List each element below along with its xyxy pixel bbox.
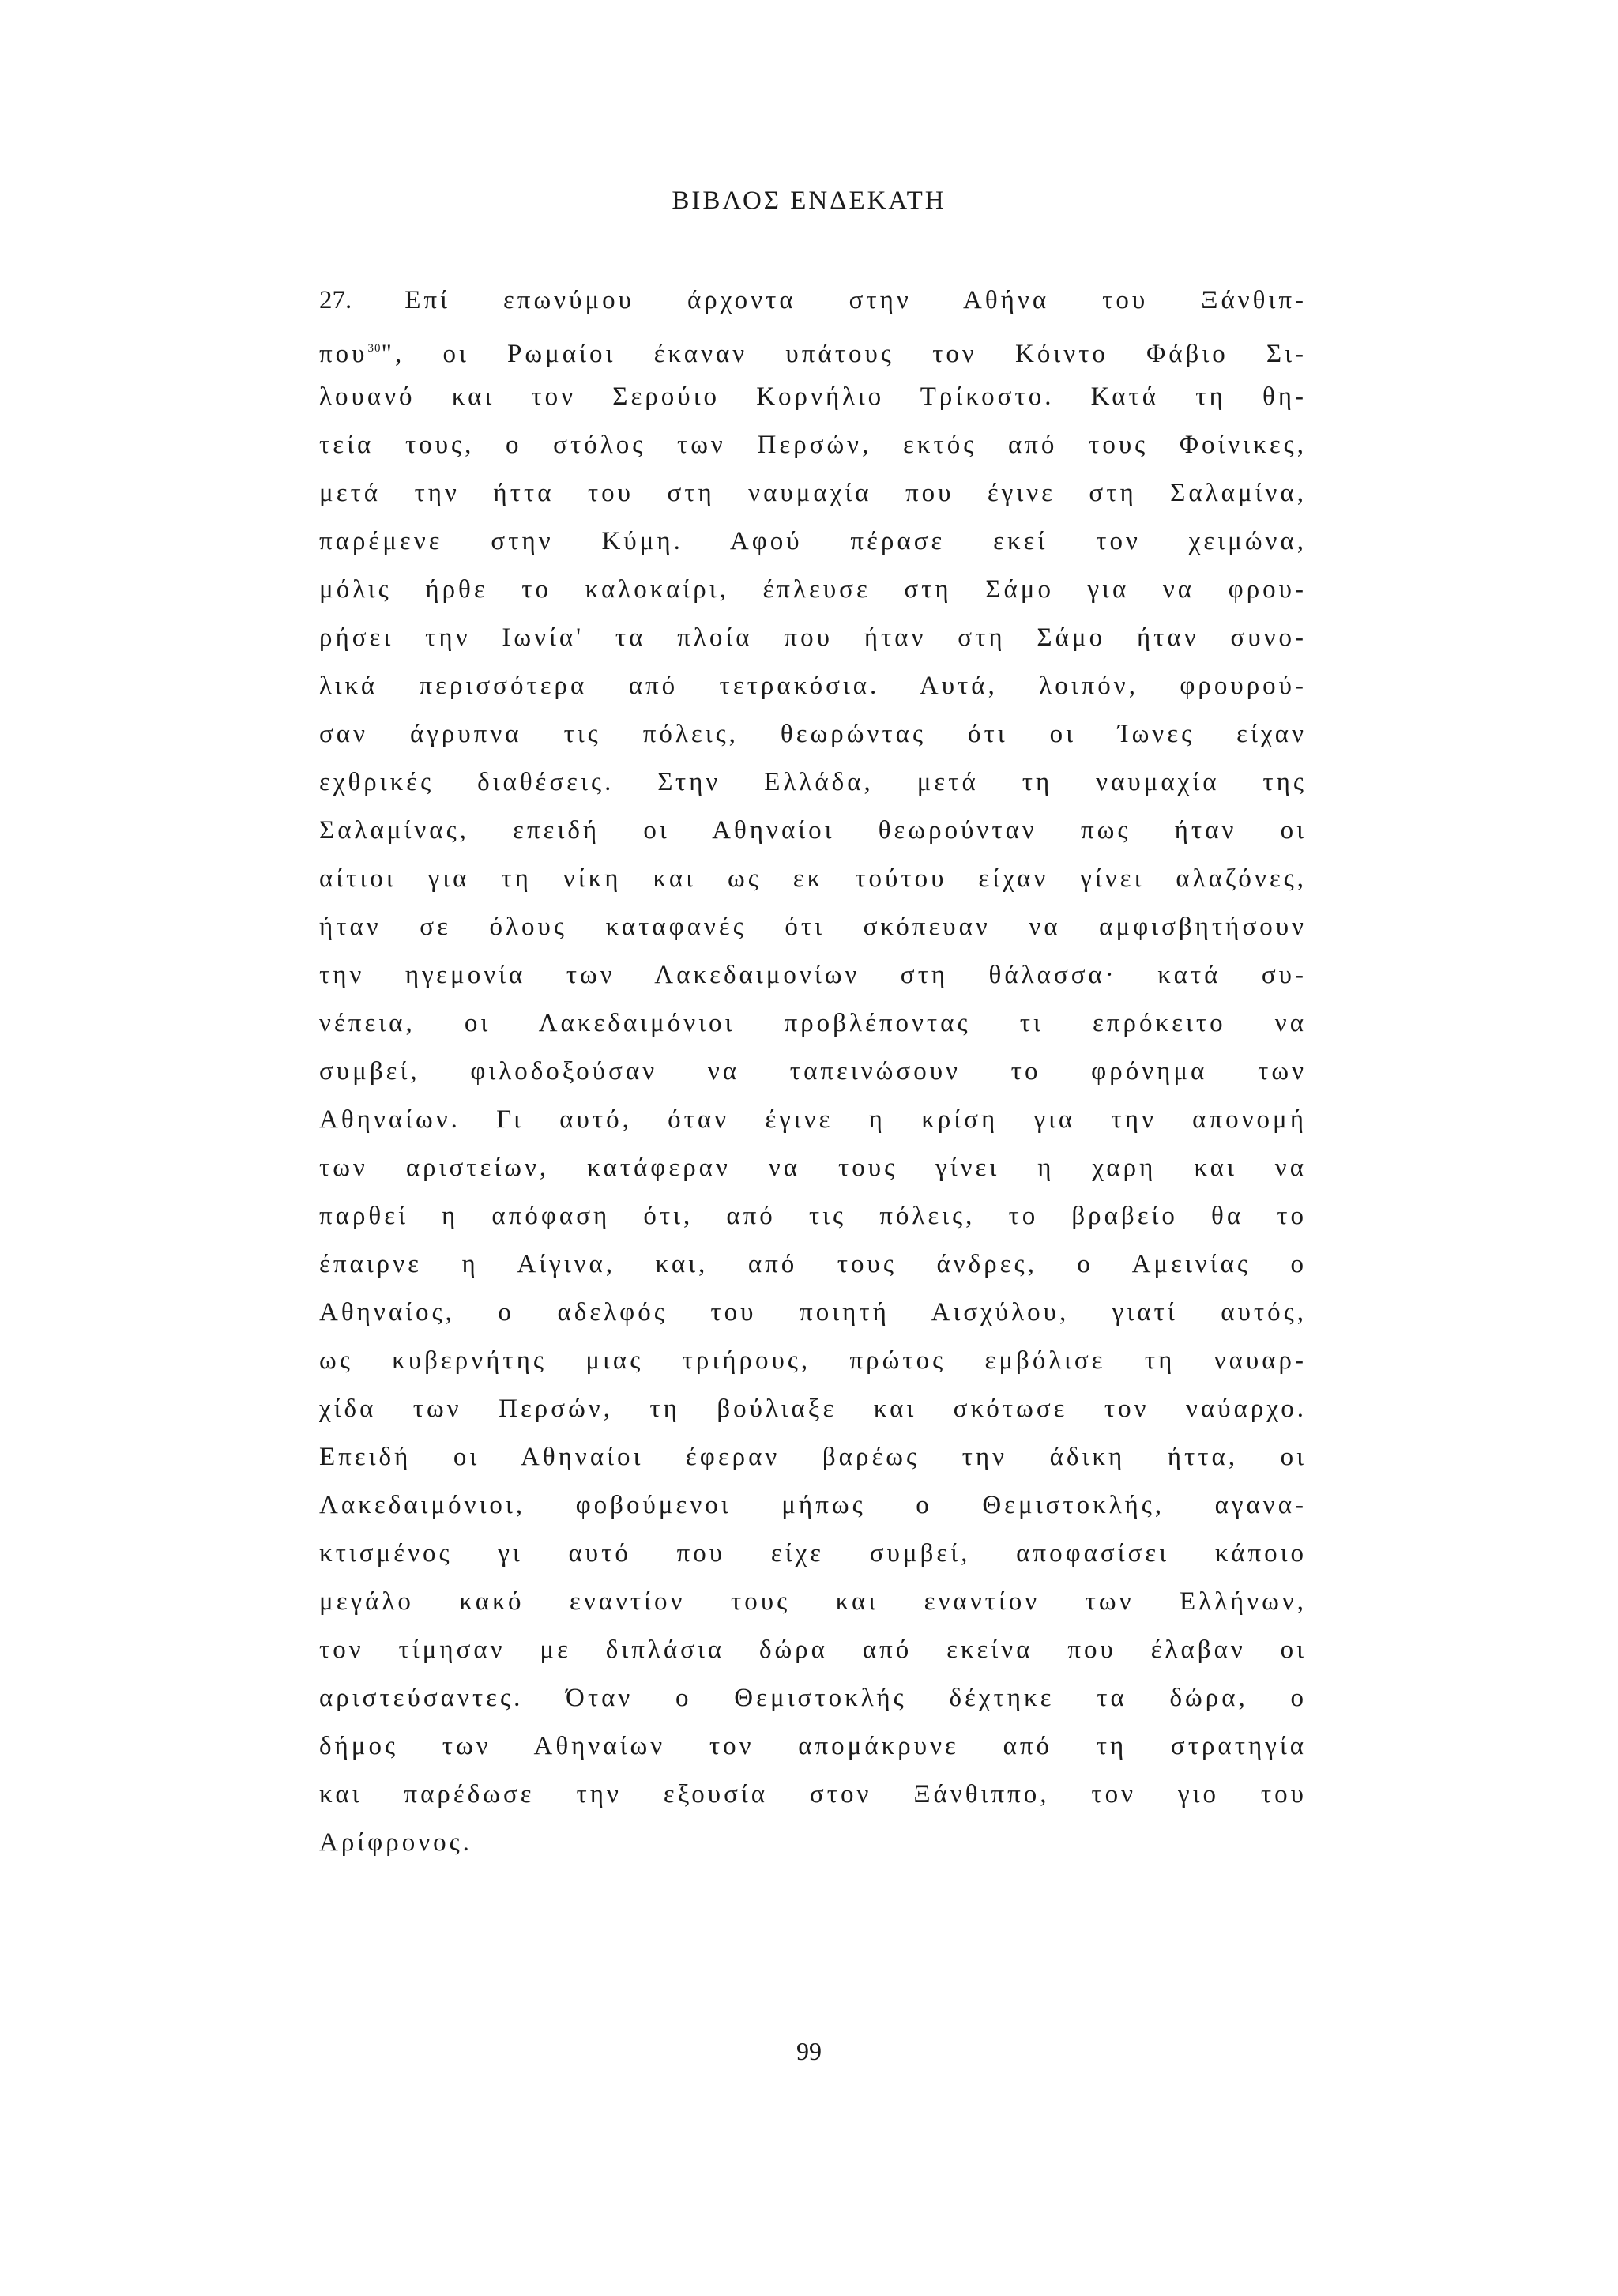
text-line: παρθεί η απόφαση ότι, από τις πόλεις, το βραβείο θα το (319, 1202, 1307, 1230)
text-line: μετά την ήττα του στη ναυμαχία που έγινε στη Σαλαμίνα, (319, 479, 1307, 507)
text-line: αριστεύσαντες. Όταν ο Θεμιστοκλής δέχτηκε τα δώρα, ο (319, 1684, 1307, 1712)
text-line: λικά περισσότερα από τετρακόσια. Αυτά, λοιπόν, φρουρού- (319, 672, 1307, 700)
text-line: κτισμένος γι αυτό που είχε συμβεί, αποφασίσει κάποιο (319, 1539, 1307, 1568)
text-line: μόλις ήρθε το καλοκαίρι, έπλευσε στη Σάμο για να φρου- (319, 575, 1307, 604)
text-line: Σαλαμίνας, επειδή οι Αθηναίοι θεωρούνταν πως ήταν οι (319, 816, 1307, 845)
text-line: ρήσει την Ιωνία' τα πλοία που ήταν στη Σάμο ήταν συνο- (319, 623, 1307, 652)
text-line: παρέμενε στην Κύμη. Αφού πέρασε εκεί τον χειμώνα, (319, 527, 1307, 555)
text-line: μεγάλο κακό εναντίον τους και εναντίον των Ελλήνων, (319, 1587, 1307, 1616)
text-line: των αριστείων, κατάφεραν να τους γίνει η χαρη και να (319, 1154, 1307, 1182)
text-line: Αθηναίων. Γι αυτό, όταν έγινε η κρίση για την απονομή (319, 1105, 1307, 1134)
page-number: 99 (796, 2037, 822, 2065)
text-line: τον τίμησαν με διπλάσια δώρα από εκείνα που έλαβαν οι (319, 1635, 1307, 1664)
chapter-heading: ΒΙΒΛΟΣ ΕΝΔΕΚΑΤΗ (672, 186, 946, 215)
text-line: αίτιοι για τη νίκη και ως εκ τούτου είχαν γίνει αλαζόνες, (319, 864, 1307, 893)
text-segment: ", οι Ρωμαίοι έκαναν υπάτους τον Κόιντο Φάβιο Σι- (381, 340, 1307, 368)
text-line: συμβεί, φιλοδοξούσαν να ταπεινώσουν το φρόνημα των (319, 1057, 1307, 1086)
text-line (319, 277, 1307, 325)
footnote-marker[interactable]: 30 (367, 342, 382, 355)
text-line: εχθρικές διαθέσεις. Στην Ελλάδα, μετά τη ναυμαχία της (319, 768, 1307, 796)
text-line: Λακεδαιμόνιοι, φοβούμενοι μήπως ο Θεμιστοκλής, αγανα- (319, 1491, 1307, 1519)
paragraph-number: 27. (319, 286, 352, 314)
text-line: λουανό και τον Σερούιο Κορνήλιο Τρίκοστο. Κατά τη θη- (319, 382, 1307, 411)
text-line: Επειδή οι Αθηναίοι έφεραν βαρέως την άδικη ήττα, οι (319, 1443, 1307, 1471)
text-line (319, 325, 1307, 373)
text-line: ήταν σε όλους καταφανές ότι σκόπευαν να αμφισβητήσουν (319, 913, 1307, 941)
text-line: Αθηναίος, ο αδελφός του ποιητή Αισχύλου, γιατί αυτός, (319, 1298, 1307, 1327)
text-line: την ηγεμονία των Λακεδαιμονίων στη θάλασσα· κατά συ- (319, 961, 1307, 989)
text-line: έπαιρνε η Αίγινα, και, από τους άνδρες, ο Αμεινίας ο (319, 1250, 1307, 1278)
text-segment: Επί επωνύμου άρχοντα στην Αθήνα του Ξάνθιπ- (404, 286, 1307, 314)
text-line: χίδα των Περσών, τη βούλιαξε και σκότωσε τον ναύαρχο. (319, 1395, 1307, 1423)
text-line: ως κυβερνήτης μιας τριήρους, πρώτος εμβόλισε τη ναυαρ- (319, 1346, 1307, 1375)
text-line: τεία τους, ο στόλος των Περσών, εκτός από τους Φοίνικες, (319, 431, 1307, 459)
text-line: σαν άγρυπνα τις πόλεις, θεωρώντας ότι οι Ίωνες είχαν (319, 720, 1307, 748)
chapter-body (319, 277, 1307, 1867)
text-line: δήμος των Αθηναίων τον απομάκρυνε από τη στρατηγία (319, 1732, 1307, 1760)
text-segment: που (319, 340, 368, 368)
text-line: νέπεια, οι Λακεδαιμόνιοι προβλέποντας τι επρόκειτο να (319, 1009, 1307, 1037)
text-line: και παρέδωσε την εξουσία στον Ξάνθιππο, τον γιο του (319, 1780, 1307, 1809)
text-line: Αρίφρονος. (319, 1828, 472, 1857)
